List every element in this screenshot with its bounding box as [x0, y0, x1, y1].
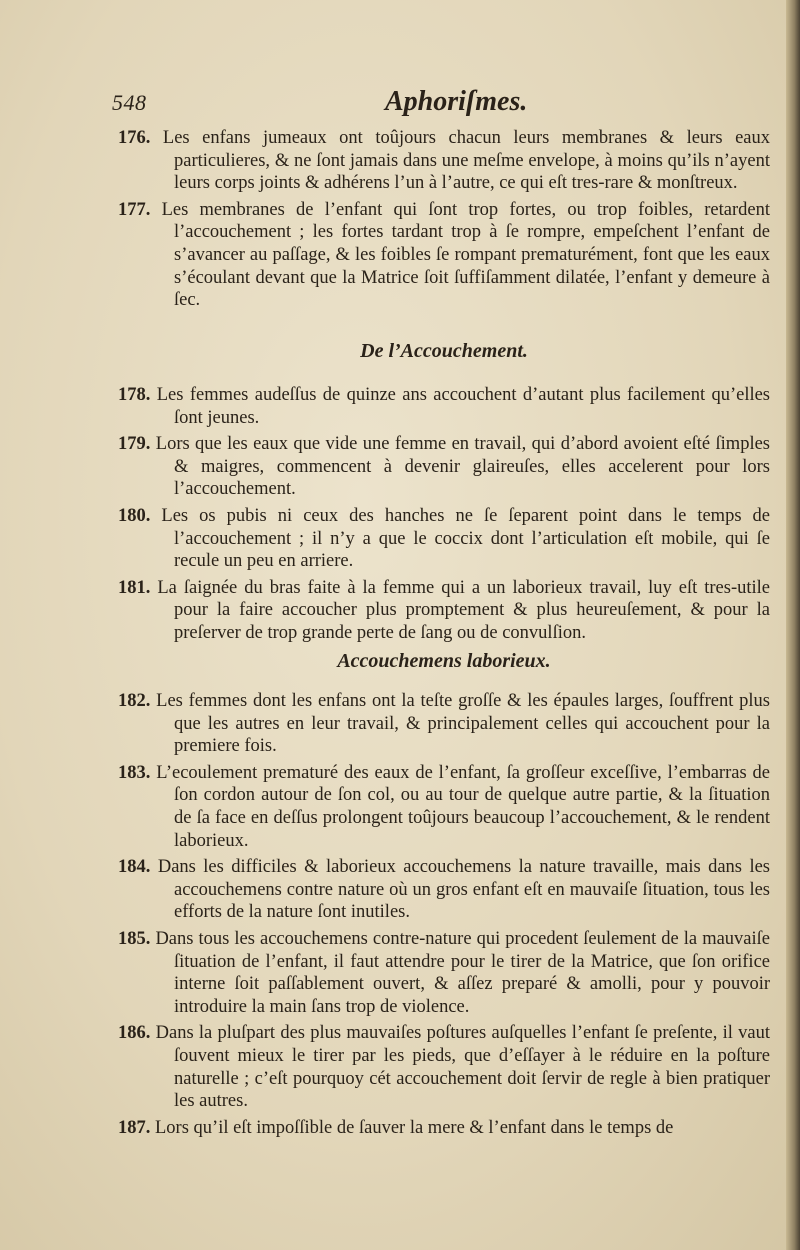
aphorism-group-1 — [118, 127, 770, 312]
aphorism-183 — [118, 762, 770, 852]
aphorism-179 — [118, 433, 770, 501]
aphorism-number: 177. — [118, 199, 151, 220]
aphorism-text: Les femmes audeſſus de quinze ans accouchent d’autant plus facilement qu’elles ſont jeunes. — [156, 385, 771, 428]
aphorism-text: Lors qu’il eſt impoſſible de ſauver la mere & l’enfant dans le temps de — [155, 1117, 674, 1138]
aphorism-text: Dans les difficiles & laborieux accouchemens la nature travaille, mais dans les accouchemens contre nature où un gros enfant eſt en mauvaiſe ſituation, tous les efforts de la nature ſont inutiles. — [157, 857, 771, 923]
aphorism-text: Les femmes dont les enfans ont la teſte groſſe & les épaules larges, ſouffrent plus que les autres en leur travail, & principalement celles qui accouchent pour la premiere fois. — [156, 691, 771, 757]
aphorism-number: 185. — [118, 928, 151, 949]
aphorism-number: 176. — [118, 128, 151, 148]
section-heading: De l’Accouchement. — [360, 340, 528, 362]
aphorism-text: La ſaignée du bras faite à la femme qui a un laborieux travail, luy eſt tres-utile pour la faire accoucher plus promptement & plus heureuſement, & pour la preſerver de trop grande perte de ſang ou de convulſion. — [157, 577, 771, 643]
running-title: Aphoriſmes. — [385, 86, 528, 117]
aphorism-185 — [118, 928, 770, 1018]
section-heading: Accouchemens laborieux. — [337, 650, 551, 672]
aphorism-187 — [118, 1117, 770, 1140]
aphorism-177 — [118, 199, 770, 312]
aphorism-number: 178. — [118, 385, 151, 405]
aphorism-182 — [118, 690, 770, 758]
aphorism-number: 184. — [118, 857, 151, 878]
aphorism-number: 179. — [118, 434, 151, 455]
aphorism-number: 182. — [118, 691, 151, 711]
aphorism-181 — [118, 577, 770, 645]
aphorism-number: 181. — [118, 577, 151, 598]
aphorism-text: L’ecoulement prematuré des eaux de l’enfant, ſa groſſeur exceſſive, l’embarras de ſon cordon autour de ſon col, ou au tour de quelque autre partie, & la ſituation de ſa face en deſſus prolongent toûjours beaucoup l’accouchement, & le rendent laborieux. — [156, 762, 770, 851]
aphorism-text: Les enfans jumeaux ont toûjours chacun leurs membranes & leurs eaux particulieres, & ne ſont jamais dans une meſme envelope, à moins qu’ils n’ayent leurs corps joints & adhérens l’un à l’autre, ce qui eſt tres-rare & monſtreux. — [162, 128, 771, 194]
aphorism-184 — [118, 856, 770, 924]
aphorism-group-2 — [118, 384, 770, 645]
aphorism-text: Les os pubis ni ceux des hanches ne ſe ſeparent point dans le temps de l’accouchement ; il n’y a que le coccix dont l’articulation eſt mobile, qui ſe recule un peu en arriere. — [161, 505, 771, 572]
aphorism-number: 186. — [118, 1023, 151, 1044]
aphorism-text: Les membranes de l’enfant qui ſont trop fortes, ou trop foibles, retardent l’accouchement ; les fortes tardant trop à ſe rompre, empeſchent l’enfant de s’avancer au paſſage, & les foibles ſe rompant prematurément, font que les eaux s’écoulant devant que la Matrice ſoit ſuffiſamment dilatée, l’enfant y demeure à ſec. — [161, 199, 771, 311]
aphorism-text: Dans la pluſpart des plus mauvaiſes poſtures auſquelles l’enfant ſe preſente, il vaut ſouvent mieux le tirer par les pieds, que d’eſſayer à le réduire en la poſture naturelle ; c’eſt pourquoy cét accouchement doit ſervir de regle à bien pratiquer les autres. — [155, 1023, 770, 1112]
page-header — [110, 86, 560, 126]
aphorism-178 — [118, 384, 770, 429]
page-number: 548 — [112, 90, 147, 115]
aphorism-group-3 — [118, 690, 770, 1139]
aphorism-number: 180. — [118, 505, 151, 526]
aphorism-text: Dans tous les accouchemens contre-nature qui procedent ſeulement de la mauvaiſe ſituation de l’enfant, il faut attendre pour le tirer de la Matrice, que ſon orifice interne ſoit paſſablement ouvert, & aſſez preparé & amolli, pour y pouvoir introduire la main ſans trop de violence. — [155, 928, 770, 1017]
aphorism-number: 183. — [118, 762, 151, 783]
page-edge — [786, 0, 800, 1250]
aphorism-180 — [118, 505, 770, 573]
aphorism-186 — [118, 1022, 770, 1112]
aphorism-text: Lors que les eaux que vide une femme en travail, qui d’abord avoient eſté ſimples & maigres, commencent à devenir glaireuſes, elles accelerent pour lors l’accouchement. — [155, 434, 770, 500]
aphorism-176 — [118, 127, 770, 195]
aphorism-number: 187. — [118, 1117, 151, 1138]
